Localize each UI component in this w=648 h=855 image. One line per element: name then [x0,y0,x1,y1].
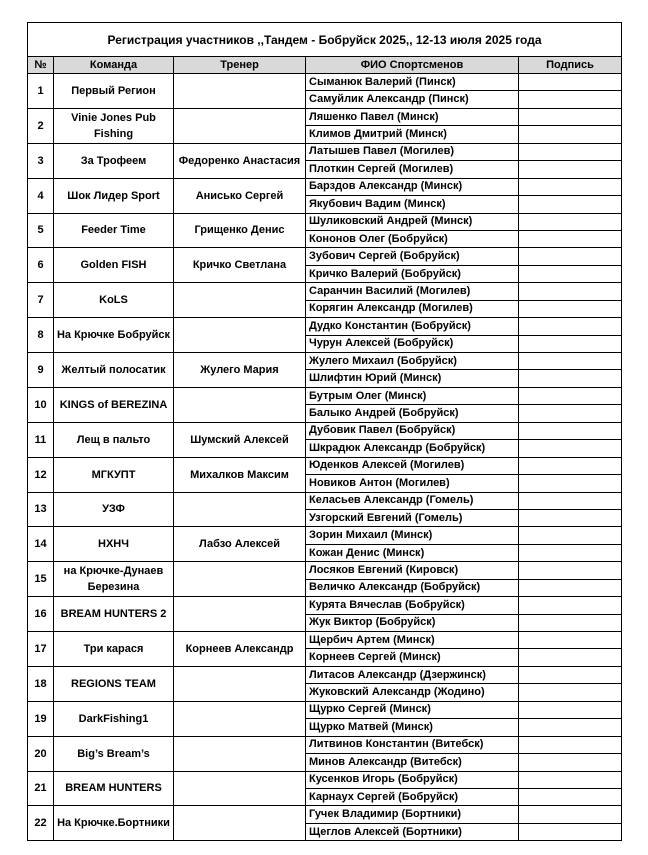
team-name: KoLS [54,283,174,318]
coach-name [174,771,306,806]
signature-cell [519,457,622,474]
signature-cell [519,597,622,614]
coach-name [174,74,306,109]
coach-name: Кричко Светлана [174,248,306,283]
signature-cell [519,213,622,230]
athlete-name: Юденков Алексей (Могилев) [306,457,519,474]
row-number: 19 [28,701,54,736]
table-row [28,74,622,91]
team-name: НХНЧ [54,527,174,562]
signature-cell [519,422,622,439]
signature-cell [519,684,622,701]
athlete-name: Кононов Олег (Бобруйск) [306,230,519,247]
signature-cell [519,614,622,631]
signature-cell [519,806,622,823]
team-name: Golden FISH [54,248,174,283]
athlete-name: Шлифтин Юрий (Минск) [306,370,519,387]
team-name: Три карася [54,632,174,667]
athlete-name: Шуликовский Андрей (Минск) [306,213,519,230]
signature-cell [519,335,622,352]
coach-name: Корнеев Александр [174,632,306,667]
row-number: 8 [28,318,54,353]
signature-cell [519,178,622,195]
row-number: 12 [28,457,54,492]
coach-name [174,701,306,736]
athlete-name: Дубовик Павел (Бобруйск) [306,422,519,439]
team-name: На Крючке Бобруйск [54,318,174,353]
table-row [28,318,622,335]
row-number: 16 [28,597,54,632]
table-body [28,74,622,841]
row-number: 13 [28,492,54,527]
coach-name: Анисько Сергей [174,178,306,213]
team-name: BREAM HUNTERS [54,771,174,806]
coach-name [174,108,306,143]
row-number: 22 [28,806,54,841]
athlete-name: Кричко Валерий (Бобруйск) [306,265,519,282]
row-number: 4 [28,178,54,213]
signature-cell [519,632,622,649]
signature-cell [519,736,622,753]
athlete-name: Плоткин Сергей (Могилев) [306,161,519,178]
athlete-name: Щурко Сергей (Минск) [306,701,519,718]
table-row [28,666,622,683]
row-number: 5 [28,213,54,248]
table-row [28,806,622,823]
signature-cell [519,108,622,125]
coach-name [174,806,306,841]
row-number: 14 [28,527,54,562]
row-number: 9 [28,353,54,388]
header-athletes: ФИО Спортсменов [306,57,519,74]
table-row [28,632,622,649]
athlete-name: Новиков Антон (Могилев) [306,475,519,492]
athlete-name: Щурко Матвей (Минск) [306,719,519,736]
athlete-name: Дудко Константин (Бобруйск) [306,318,519,335]
coach-name: Лабзо Алексей [174,527,306,562]
signature-cell [519,719,622,736]
team-name: Vinie Jones Pub Fishing [54,108,174,143]
team-name: Big’s Bream’s [54,736,174,771]
row-number: 1 [28,74,54,109]
signature-cell [519,440,622,457]
coach-name [174,492,306,527]
signature-cell [519,370,622,387]
signature-cell [519,353,622,370]
signature-cell [519,126,622,143]
coach-name [174,318,306,353]
coach-name: Федоренко Анастасия [174,143,306,178]
table-row [28,771,622,788]
row-number: 3 [28,143,54,178]
document-title: Регистрация участников ,,Тандем - Бобруйск 2025,, 12-13 июля 2025 года [28,23,622,57]
row-number: 7 [28,283,54,318]
registration-table [27,22,622,841]
team-name: Первый Регион [54,74,174,109]
team-name: BREAM HUNTERS 2 [54,597,174,632]
table-row [28,248,622,265]
coach-name [174,597,306,632]
signature-cell [519,701,622,718]
signature-cell [519,300,622,317]
athlete-name: Щеглов Алексей (Бортники) [306,823,519,840]
coach-name: Михалков Максим [174,457,306,492]
athlete-name: Самуйлик Александр (Пинск) [306,91,519,108]
row-number: 6 [28,248,54,283]
table-row [28,562,622,579]
row-number: 21 [28,771,54,806]
athlete-name: Щербич Артем (Минск) [306,632,519,649]
coach-name [174,736,306,771]
coach-name: Грищенко Денис [174,213,306,248]
athlete-name: Литвинов Константин (Витебск) [306,736,519,753]
signature-cell [519,143,622,160]
signature-cell [519,196,622,213]
athlete-name: Якубович Вадим (Минск) [306,196,519,213]
team-name: МГКУПТ [54,457,174,492]
signature-cell [519,562,622,579]
athlete-name: Климов Дмитрий (Минск) [306,126,519,143]
row-number: 17 [28,632,54,667]
team-name: За Трофеем [54,143,174,178]
row-number: 15 [28,562,54,597]
table-row [28,701,622,718]
coach-name: Шумский Алексей [174,422,306,457]
team-name: DarkFishing1 [54,701,174,736]
team-name: REGIONS TEAM [54,666,174,701]
signature-cell [519,283,622,300]
signature-cell [519,666,622,683]
athlete-name: Лосяков Евгений (Кировск) [306,562,519,579]
team-name: Желтый полосатик [54,353,174,388]
table-row [28,457,622,474]
team-name: KINGS of BEREZINA [54,387,174,422]
athlete-name: Бутрым Олег (Минск) [306,387,519,404]
signature-cell [519,492,622,509]
athlete-name: Саранчин Василий (Могилев) [306,283,519,300]
coach-name [174,666,306,701]
row-number: 20 [28,736,54,771]
athlete-name: Корнеев Сергей (Минск) [306,649,519,666]
signature-cell [519,579,622,596]
team-name: Feeder Time [54,213,174,248]
signature-cell [519,230,622,247]
signature-cell [519,405,622,422]
athlete-name: Зубович Сергей (Бобруйск) [306,248,519,265]
athlete-name: Корягин Александр (Могилев) [306,300,519,317]
row-number: 10 [28,387,54,422]
coach-name [174,283,306,318]
athlete-name: Ляшенко Павел (Минск) [306,108,519,125]
athlete-name: Узгорский Евгений (Гомель) [306,509,519,526]
athlete-name: Балыко Андрей (Бобруйск) [306,405,519,422]
signature-cell [519,248,622,265]
coach-name [174,562,306,597]
signature-cell [519,265,622,282]
athlete-name: Кусенков Игорь (Бобруйск) [306,771,519,788]
header-number: № [28,57,54,74]
signature-cell [519,387,622,404]
coach-name [174,387,306,422]
table-row [28,387,622,404]
athlete-name: Шкрадюк Александр (Бобруйск) [306,440,519,457]
table-row [28,736,622,753]
athlete-name: Жуковский Александр (Жодино) [306,684,519,701]
signature-cell [519,91,622,108]
signature-cell [519,544,622,561]
registration-sheet [27,22,621,841]
athlete-name: Величко Александр (Бобруйск) [306,579,519,596]
athlete-name: Чурун Алексей (Бобруйск) [306,335,519,352]
coach-name: Жулего Мария [174,353,306,388]
athlete-name: Зорин Михаил (Минск) [306,527,519,544]
athlete-name: Минов Александр (Витебск) [306,754,519,771]
athlete-name: Жук Виктор (Бобруйск) [306,614,519,631]
table-row [28,283,622,300]
table-row [28,108,622,125]
table-row [28,492,622,509]
athlete-name: Жулего Михаил (Бобруйск) [306,353,519,370]
athlete-name: Латышев Павел (Могилев) [306,143,519,160]
signature-cell [519,771,622,788]
athlete-name: Карнаух Сергей (Бобруйск) [306,788,519,805]
table-row [28,353,622,370]
table-row [28,178,622,195]
team-name: на Крючке-Дунаев Березина [54,562,174,597]
header-team: Команда [54,57,174,74]
athlete-name: Гучек Владимир (Бортники) [306,806,519,823]
table-row [28,527,622,544]
table-row [28,597,622,614]
signature-cell [519,788,622,805]
table-row [28,143,622,160]
athlete-name: Кожан Денис (Минск) [306,544,519,561]
table-row [28,422,622,439]
row-number: 11 [28,422,54,457]
signature-cell [519,509,622,526]
athlete-name: Барздов Александр (Минск) [306,178,519,195]
team-name: Шок Лидер Sport [54,178,174,213]
signature-cell [519,475,622,492]
header-coach: Тренер [174,57,306,74]
signature-cell [519,74,622,91]
athlete-name: Литасов Александр (Дзержинск) [306,666,519,683]
header-signature: Подпись [519,57,622,74]
athlete-name: Сыманюк Валерий (Пинск) [306,74,519,91]
signature-cell [519,318,622,335]
signature-cell [519,649,622,666]
athlete-name: Курята Вячеслав (Бобруйск) [306,597,519,614]
signature-cell [519,823,622,840]
team-name: На Крючке.Бортники [54,806,174,841]
signature-cell [519,754,622,771]
athlete-name: Келасьев Александр (Гомель) [306,492,519,509]
table-row [28,213,622,230]
signature-cell [519,161,622,178]
row-number: 2 [28,108,54,143]
team-name: УЗФ [54,492,174,527]
signature-cell [519,527,622,544]
row-number: 18 [28,666,54,701]
team-name: Лещ в пальто [54,422,174,457]
